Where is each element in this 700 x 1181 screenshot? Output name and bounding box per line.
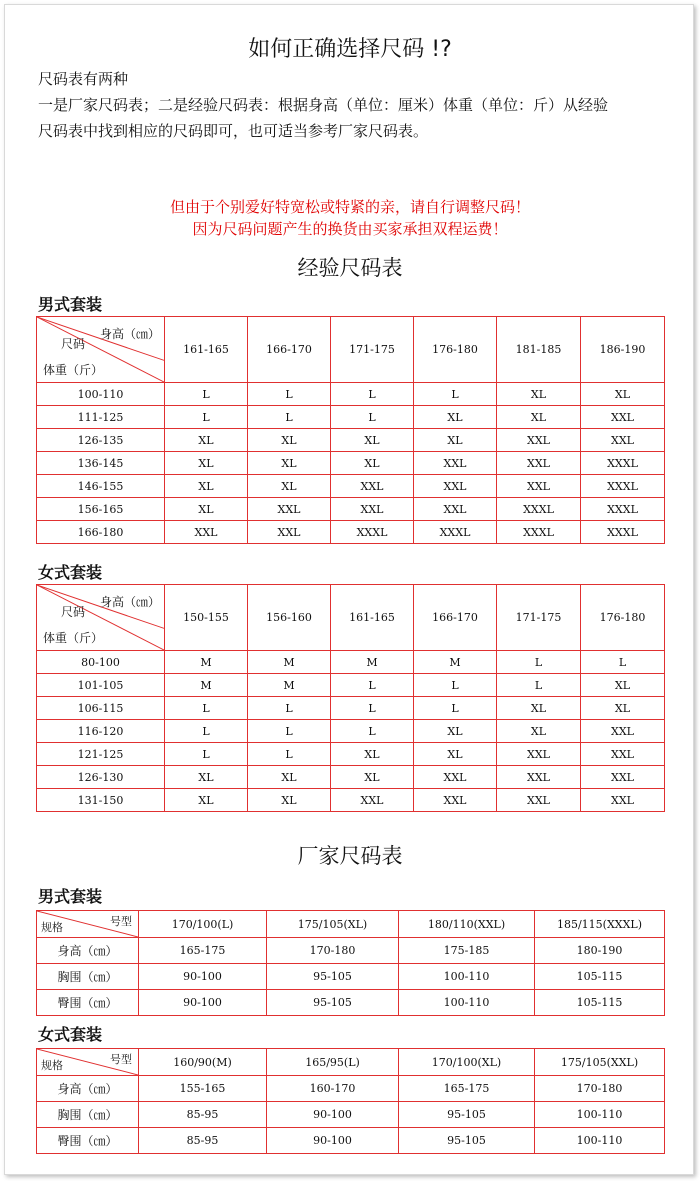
table-row <box>37 964 665 990</box>
factory-women-table <box>36 1048 665 1154</box>
size-cell: L <box>331 674 414 697</box>
size-cell: XL <box>581 674 665 697</box>
size-cell: XL <box>248 789 331 812</box>
spec-label-cell: 胸围（㎝） <box>37 1102 139 1128</box>
spec-value-cell: 90-100 <box>267 1128 399 1154</box>
size-cell: L <box>165 406 248 429</box>
size-cell: XXL <box>414 789 497 812</box>
factory-women-title: 女式套装 <box>38 1025 103 1044</box>
size-cell: XXL <box>497 789 581 812</box>
spec-value-cell: 85-95 <box>139 1128 267 1154</box>
table-row <box>37 674 665 697</box>
table-row <box>37 990 665 1016</box>
spec-value-cell: 170-180 <box>267 938 399 964</box>
size-cell: XXXL <box>497 521 581 544</box>
factory-men-table <box>36 910 665 1016</box>
size-cell: M <box>248 674 331 697</box>
weight-cell: 146-155 <box>37 475 165 498</box>
size-cell: XXXL <box>581 521 665 544</box>
size-cell: XL <box>165 429 248 452</box>
height-header-cell: 156-160 <box>248 585 331 651</box>
table-row <box>37 452 665 475</box>
intro-line: 尺码表中找到相应的尺码即可，也可适当参考厂家尺码表。 <box>38 122 429 140</box>
size-cell: XL <box>331 743 414 766</box>
model-header-cell: 180/110(XXL) <box>399 911 535 938</box>
spec-value-cell: 100-110 <box>399 990 535 1016</box>
corner-cell <box>37 911 139 938</box>
header-row <box>37 1049 665 1076</box>
spec-value-cell: 155-165 <box>139 1076 267 1102</box>
model-header-cell: 175/105(XL) <box>267 911 399 938</box>
spec-value-cell: 175-185 <box>399 938 535 964</box>
model-header-cell: 170/100(XL) <box>399 1049 535 1076</box>
size-cell: XL <box>331 429 414 452</box>
table-row <box>37 766 665 789</box>
spec-value-cell: 105-115 <box>535 990 665 1016</box>
experience-section-title: 经验尺码表 <box>297 256 403 280</box>
intro-text <box>38 66 608 144</box>
height-header-cell: 166-170 <box>248 317 331 383</box>
size-cell: XL <box>414 429 497 452</box>
weight-cell: 131-150 <box>37 789 165 812</box>
size-cell: XL <box>248 475 331 498</box>
weight-cell: 126-135 <box>37 429 165 452</box>
spec-value-cell: 90-100 <box>139 990 267 1016</box>
size-cell: L <box>497 651 581 674</box>
corner-cell <box>37 585 165 651</box>
spec-value-cell: 95-105 <box>267 990 399 1016</box>
weight-cell: 106-115 <box>37 697 165 720</box>
model-header-cell: 175/105(XXL) <box>535 1049 665 1076</box>
spec-value-cell: 170-180 <box>535 1076 665 1102</box>
spec-value-cell: 100-110 <box>535 1102 665 1128</box>
corner-spec-label: 规格 <box>41 921 63 934</box>
size-cell: XXL <box>497 429 581 452</box>
corner-weight-label: 体重（斤） <box>43 363 104 377</box>
corner-model-label: 号型 <box>110 1053 132 1066</box>
size-cell: XL <box>497 406 581 429</box>
spec-value-cell: 160-170 <box>267 1076 399 1102</box>
size-cell: XL <box>248 766 331 789</box>
corner-size-label: 尺码 <box>61 605 86 619</box>
size-cell: XXL <box>414 475 497 498</box>
size-cell: XXL <box>497 743 581 766</box>
experience-women-title: 女式套装 <box>38 563 103 582</box>
experience-women-table <box>36 584 665 812</box>
size-cell: XXXL <box>581 475 665 498</box>
table-row <box>37 498 665 521</box>
size-cell: XXL <box>581 406 665 429</box>
size-cell: XL <box>165 452 248 475</box>
spec-value-cell: 95-105 <box>399 1128 535 1154</box>
spec-label-cell: 臀围（㎝） <box>37 1128 139 1154</box>
spec-value-cell: 165-175 <box>139 938 267 964</box>
size-cell: XL <box>581 383 665 406</box>
header-row <box>37 585 665 651</box>
corner-height-label: 身高（㎝） <box>99 327 160 341</box>
experience-men-title: 男式套装 <box>38 295 103 314</box>
height-header-cell: 171-175 <box>497 585 581 651</box>
spec-value-cell: 180-190 <box>535 938 665 964</box>
intro-line: 尺码表有两种 <box>38 70 129 88</box>
table-row <box>37 789 665 812</box>
size-cell: XXXL <box>581 498 665 521</box>
weight-cell: 121-125 <box>37 743 165 766</box>
weight-cell: 136-145 <box>37 452 165 475</box>
intro-line: 一是厂家尺码表；二是经验尺码表：根据身高（单位：厘米）体重（单位：斤）从经验 <box>38 96 609 114</box>
size-cell: XXL <box>414 498 497 521</box>
height-header-cell: 166-170 <box>414 585 497 651</box>
weight-cell: 156-165 <box>37 498 165 521</box>
height-header-cell: 181-185 <box>497 317 581 383</box>
size-cell: XXXL <box>497 498 581 521</box>
size-cell: XXL <box>497 766 581 789</box>
size-cell: L <box>248 406 331 429</box>
table-row <box>37 1076 665 1102</box>
size-cell: XL <box>414 720 497 743</box>
size-cell: L <box>248 720 331 743</box>
size-cell: XXL <box>331 498 414 521</box>
spec-value-cell: 165-175 <box>399 1076 535 1102</box>
size-cell: L <box>165 743 248 766</box>
factory-men-title: 男式套装 <box>38 887 103 906</box>
weight-cell: 101-105 <box>37 674 165 697</box>
weight-cell: 111-125 <box>37 406 165 429</box>
size-cell: XXL <box>581 720 665 743</box>
table-row <box>37 651 665 674</box>
size-cell: XL <box>497 697 581 720</box>
size-cell: XXL <box>497 475 581 498</box>
warning-text <box>0 196 700 240</box>
size-cell: L <box>165 720 248 743</box>
warning-line: 但由于个别爱好特宽松或特紧的亲，请自行调整尺码！ <box>169 198 530 216</box>
size-cell: XXL <box>248 498 331 521</box>
weight-cell: 126-130 <box>37 766 165 789</box>
spec-value-cell: 85-95 <box>139 1102 267 1128</box>
spec-label-cell: 胸围（㎝） <box>37 964 139 990</box>
size-cell: XL <box>497 720 581 743</box>
size-cell: XL <box>414 406 497 429</box>
spec-label-cell: 臀围（㎝） <box>37 990 139 1016</box>
height-header-cell: 161-165 <box>331 585 414 651</box>
size-cell: M <box>248 651 331 674</box>
size-cell: XXL <box>581 429 665 452</box>
page-title: 如何正确选择尺码 !? <box>248 37 452 62</box>
size-cell: XL <box>581 697 665 720</box>
size-cell: L <box>414 383 497 406</box>
size-cell: M <box>165 674 248 697</box>
header-row <box>37 317 665 383</box>
size-cell: XXXL <box>414 521 497 544</box>
size-cell: XXL <box>414 452 497 475</box>
size-cell: L <box>248 743 331 766</box>
size-cell: XXXL <box>581 452 665 475</box>
size-cell: XL <box>165 789 248 812</box>
weight-cell: 80-100 <box>37 651 165 674</box>
size-cell: M <box>331 651 414 674</box>
weight-cell: 166-180 <box>37 521 165 544</box>
table-row <box>37 475 665 498</box>
height-header-cell: 186-190 <box>581 317 665 383</box>
spec-value-cell: 95-105 <box>267 964 399 990</box>
table-row <box>37 720 665 743</box>
corner-cell <box>37 1049 139 1076</box>
height-header-cell: 176-180 <box>414 317 497 383</box>
header-row <box>37 911 665 938</box>
table-row <box>37 938 665 964</box>
model-header-cell: 185/115(XXXL) <box>535 911 665 938</box>
corner-weight-label: 体重（斤） <box>43 631 104 645</box>
size-cell: XXL <box>581 766 665 789</box>
experience-men-table <box>36 316 665 544</box>
size-cell: XXL <box>581 743 665 766</box>
size-cell: L <box>165 697 248 720</box>
table-row <box>37 429 665 452</box>
spec-value-cell: 95-105 <box>399 1102 535 1128</box>
size-cell: L <box>414 697 497 720</box>
height-header-cell: 176-180 <box>581 585 665 651</box>
table-row <box>37 1128 665 1154</box>
size-cell: L <box>331 720 414 743</box>
size-cell: L <box>581 651 665 674</box>
size-cell: XXXL <box>331 521 414 544</box>
size-cell: XL <box>414 743 497 766</box>
size-cell: XL <box>497 383 581 406</box>
size-cell: XL <box>248 452 331 475</box>
spec-value-cell: 100-110 <box>535 1128 665 1154</box>
size-cell: L <box>165 383 248 406</box>
size-cell: XXL <box>414 766 497 789</box>
size-cell: L <box>331 383 414 406</box>
warning-line: 因为尺码问题产生的换货由买家承担双程运费！ <box>192 220 508 238</box>
size-cell: M <box>414 651 497 674</box>
size-cell: XXL <box>331 789 414 812</box>
size-cell: XL <box>165 766 248 789</box>
table-row <box>37 1102 665 1128</box>
table-row <box>37 743 665 766</box>
spec-value-cell: 90-100 <box>267 1102 399 1128</box>
size-cell: XL <box>248 429 331 452</box>
weight-cell: 100-110 <box>37 383 165 406</box>
table-row <box>37 521 665 544</box>
size-cell: XXL <box>331 475 414 498</box>
spec-value-cell: 90-100 <box>139 964 267 990</box>
size-cell: XL <box>331 766 414 789</box>
corner-model-label: 号型 <box>110 915 132 928</box>
height-header-cell: 161-165 <box>165 317 248 383</box>
corner-size-label: 尺码 <box>61 337 86 351</box>
table-row <box>37 697 665 720</box>
height-header-cell: 150-155 <box>165 585 248 651</box>
size-cell: L <box>248 697 331 720</box>
weight-cell: 116-120 <box>37 720 165 743</box>
size-cell: M <box>165 651 248 674</box>
size-cell: XXL <box>497 452 581 475</box>
size-cell: XXL <box>581 789 665 812</box>
size-cell: L <box>414 674 497 697</box>
size-cell: L <box>497 674 581 697</box>
spec-label-cell: 身高（㎝） <box>37 938 139 964</box>
spec-value-cell: 105-115 <box>535 964 665 990</box>
size-cell: XXL <box>165 521 248 544</box>
size-cell: XL <box>331 452 414 475</box>
model-header-cell: 170/100(L) <box>139 911 267 938</box>
factory-section-title: 厂家尺码表 <box>297 844 403 868</box>
model-header-cell: 165/95(L) <box>267 1049 399 1076</box>
corner-cell <box>37 317 165 383</box>
corner-height-label: 身高（㎝） <box>99 595 160 609</box>
spec-value-cell: 100-110 <box>399 964 535 990</box>
size-cell: L <box>331 406 414 429</box>
table-row <box>37 406 665 429</box>
height-header-cell: 171-175 <box>331 317 414 383</box>
size-cell: XXL <box>248 521 331 544</box>
size-cell: L <box>248 383 331 406</box>
model-header-cell: 160/90(M) <box>139 1049 267 1076</box>
corner-spec-label: 规格 <box>41 1059 63 1072</box>
size-cell: XL <box>165 498 248 521</box>
size-cell: L <box>331 697 414 720</box>
table-row <box>37 383 665 406</box>
size-cell: XL <box>165 475 248 498</box>
spec-label-cell: 身高（㎝） <box>37 1076 139 1102</box>
